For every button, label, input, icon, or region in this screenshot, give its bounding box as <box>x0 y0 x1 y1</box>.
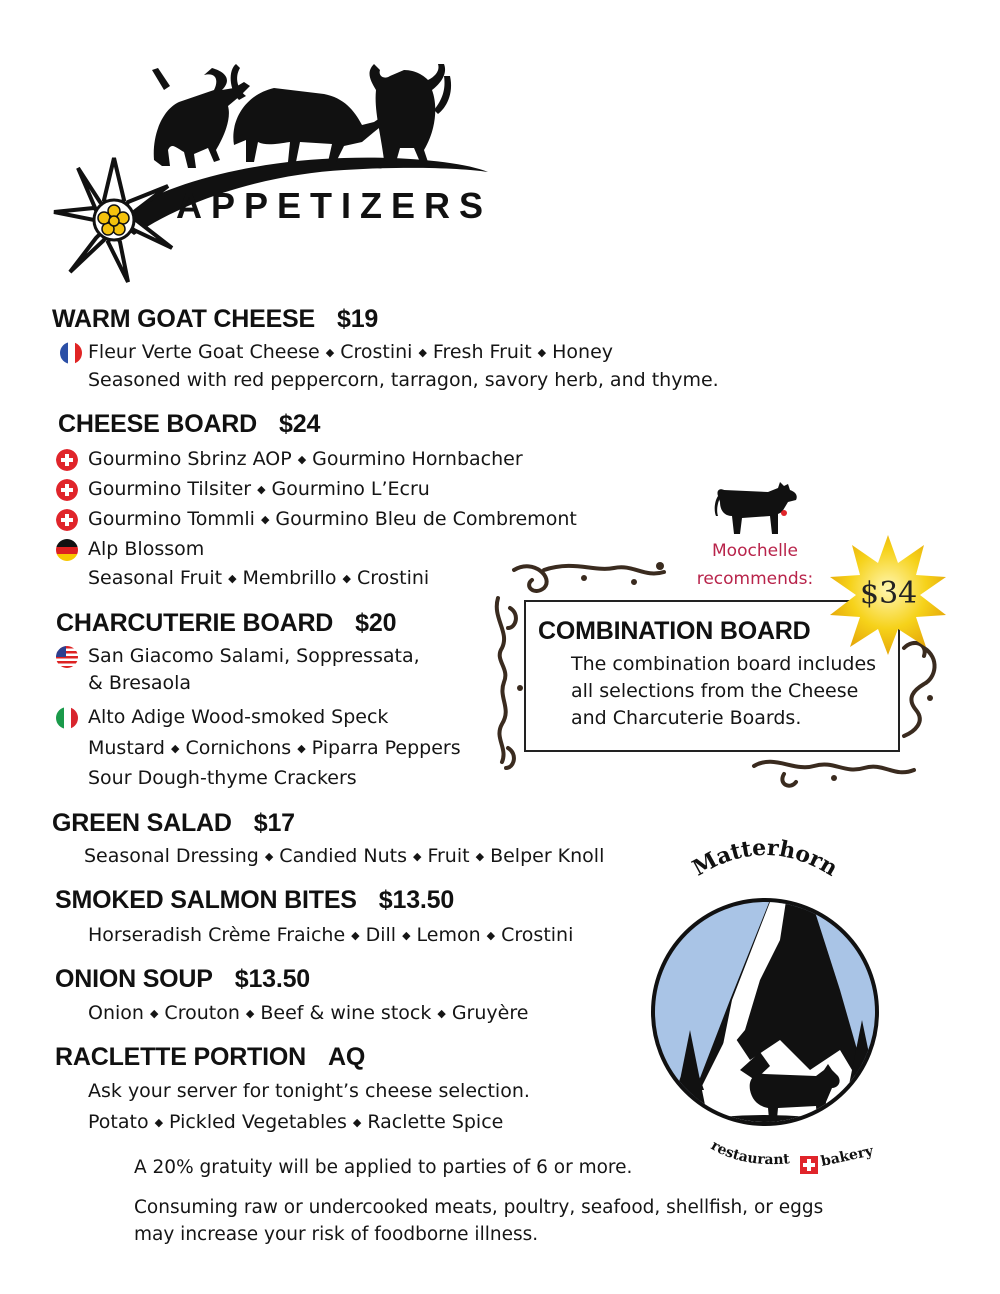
section-title-salad: GREEN SALAD $17 <box>52 809 295 837</box>
matterhorn-logo <box>640 830 890 1180</box>
diamond-separator-icon: ◆ <box>412 850 422 863</box>
diamond-separator-icon: ◆ <box>475 850 485 863</box>
diamond-separator-icon: ◆ <box>245 1007 255 1020</box>
moochelle-recommends: Moochelle recommends: <box>696 541 814 589</box>
germany-flag-icon <box>56 539 78 561</box>
diamond-separator-icon: ◆ <box>264 850 274 863</box>
section-title-cheese: CHEESE BOARD $24 <box>58 410 321 438</box>
diamond-separator-icon: ◆ <box>418 346 427 359</box>
cheese-row-4: Alp Blossom <box>88 538 205 560</box>
svg-text:Matterhorn <box>688 835 842 882</box>
raclette-line-2: Potato ◆ Pickled Vegetables ◆ Raclette Spice <box>88 1111 504 1133</box>
cheese-row-1: Gourmino Sbrinz AOP ◆ Gourmino Hornbacher <box>88 448 523 470</box>
diamond-separator-icon: ◆ <box>325 346 335 359</box>
diamond-separator-icon: ◆ <box>228 572 237 585</box>
diamond-separator-icon: ◆ <box>342 572 351 585</box>
charcuterie-us-line-2: & Bresaola <box>88 672 192 694</box>
charcuterie-it-line: Alto Adige Wood-smoked Speck <box>88 706 389 728</box>
diamond-separator-icon: ◆ <box>260 513 270 526</box>
section-title-combination: COMBINATION BOARD <box>538 617 811 645</box>
logo-arc-text: Matterhorn <box>688 834 843 882</box>
cheese-row-2: Gourmino Tilsiter ◆ Gourmino L’Ecru <box>88 478 430 500</box>
cheese-row-3: Gourmino Tommli ◆ Gourmino Bleu de Combremont <box>88 508 577 530</box>
food-warning: Consuming raw or undercooked meats, poultry, seafood, shellfish, or eggs may increase your risk of foodborne illness. <box>134 1197 824 1245</box>
diamond-separator-icon: ◆ <box>149 1007 159 1020</box>
diamond-separator-icon: ◆ <box>297 742 306 755</box>
diamond-separator-icon: ◆ <box>537 346 547 359</box>
swiss-flag-icon <box>56 449 78 471</box>
swiss-flag-icon <box>56 479 78 501</box>
diamond-separator-icon: ◆ <box>297 453 307 466</box>
cattle-silhouette-icon <box>44 50 494 290</box>
salmon-ingredients: Horseradish Crème Fraiche ◆ Dill ◆ Lemon ◆ Crostini <box>88 924 574 946</box>
cheese-row-5: Seasonal Fruit ◆ Membrillo ◆ Crostini <box>88 567 430 589</box>
raclette-line-1: Ask your server for tonight’s cheese selection. <box>88 1080 530 1102</box>
diamond-separator-icon: ◆ <box>170 742 180 755</box>
svg-text:restaurant <box>708 1138 791 1169</box>
combination-price: $34 <box>860 576 918 611</box>
section-title-raclette: RACLETTE PORTION AQ <box>55 1043 366 1071</box>
goat-ingredients: Fleur Verte Goat Cheese ◆ Crostini ◆ Fresh Fruit ◆ Honey <box>88 341 614 363</box>
diamond-separator-icon: ◆ <box>352 1116 362 1129</box>
swiss-flag-icon <box>56 509 78 531</box>
france-flag-icon <box>60 342 82 364</box>
combination-desc-1: The combination board includes <box>571 653 877 675</box>
diamond-separator-icon: ◆ <box>437 1007 446 1020</box>
soup-ingredients: Onion ◆ Crouton ◆ Beef & wine stock ◆ Gruyère <box>88 1002 529 1024</box>
salad-ingredients: Seasonal Dressing ◆ Candied Nuts ◆ Fruit ◆ Belper Knoll <box>84 845 605 867</box>
section-title-goat: WARM GOAT CHEESE $19 <box>52 305 379 333</box>
combination-desc-3: and Charcuterie Boards. <box>571 707 802 729</box>
section-title-soup: ONION SOUP $13.50 <box>55 965 311 993</box>
goat-description: Seasoned with red peppercorn, tarragon, savory herb, and thyme. <box>88 369 719 391</box>
logo-bottom-left: restaurant <box>707 1137 791 1169</box>
diamond-separator-icon: ◆ <box>154 1116 164 1129</box>
charcuterie-us-line-1: San Giacomo Salami, Soppressata, <box>88 645 420 667</box>
diamond-separator-icon: ◆ <box>486 929 496 942</box>
cow-icon <box>712 482 802 538</box>
charcuterie-crackers: Sour Dough-thyme Crackers <box>88 767 357 789</box>
page-title: APPETIZERS <box>176 185 493 226</box>
gratuity-note: A 20% gratuity will be applied to parties of 6 or more. <box>134 1157 633 1178</box>
usa-flag-icon <box>56 646 78 668</box>
italy-flag-icon <box>56 707 78 729</box>
section-title-charcuterie: CHARCUTERIE BOARD $20 <box>56 609 397 637</box>
section-title-salmon: SMOKED SALMON BITES $13.50 <box>55 886 455 914</box>
charcuterie-sides: Mustard ◆ Cornichons ◆ Piparra Peppers <box>88 737 461 759</box>
diamond-separator-icon: ◆ <box>351 929 360 942</box>
diamond-separator-icon: ◆ <box>257 483 266 496</box>
logo-bottom-right: bakery <box>819 1143 875 1170</box>
combination-desc-2: all selections from the Cheese <box>571 680 859 702</box>
diamond-separator-icon: ◆ <box>402 929 411 942</box>
